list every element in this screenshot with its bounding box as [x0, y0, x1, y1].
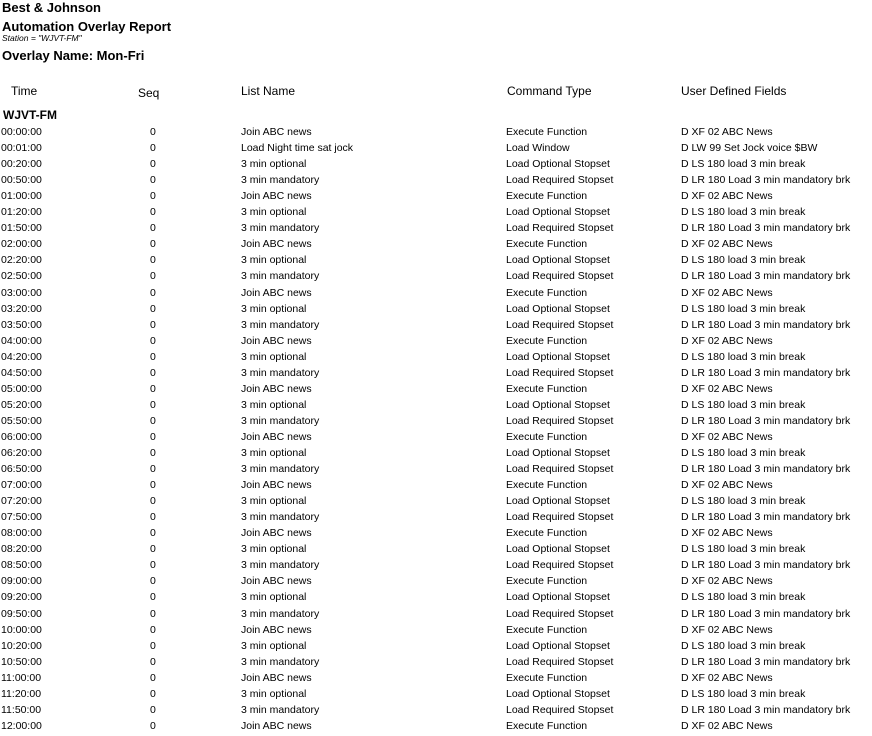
cell-command-type: Load Required Stopset — [506, 607, 614, 620]
cell-seq: 0 — [150, 511, 156, 524]
cell-command-type: Load Required Stopset — [506, 366, 614, 379]
cell-time: 12:00:00 — [1, 719, 42, 732]
cell-time: 11:20:00 — [1, 687, 42, 700]
table-row — [0, 252, 872, 268]
cell-time: 05:50:00 — [1, 414, 42, 427]
cell-command-type: Execute Function — [506, 238, 588, 251]
cell-seq: 0 — [150, 286, 156, 299]
cell-user-defined-fields: D LS 180 load 3 min break — [681, 591, 806, 604]
cell-command-type: Load Required Stopset — [506, 511, 614, 524]
table-row — [0, 124, 872, 140]
cell-user-defined-fields: D LR 180 Load 3 min mandatory brk — [681, 222, 851, 235]
cell-user-defined-fields: D XF 02 ABC News — [681, 286, 773, 299]
column-header-list-name: List Name — [241, 84, 296, 98]
cell-list-name: Join ABC news — [241, 286, 312, 299]
cell-list-name: 3 min optional — [241, 302, 307, 315]
cell-time: 03:00:00 — [1, 286, 42, 299]
cell-user-defined-fields: D XF 02 ABC News — [681, 126, 773, 138]
table-row — [0, 606, 872, 622]
cell-time: 03:20:00 — [1, 302, 42, 315]
cell-seq: 0 — [150, 206, 156, 219]
table-row — [0, 381, 872, 397]
cell-time: 07:20:00 — [1, 495, 42, 508]
table-row — [0, 573, 872, 589]
cell-command-type: Execute Function — [506, 126, 588, 138]
cell-seq: 0 — [150, 190, 156, 203]
cell-user-defined-fields: D XF 02 ABC News — [681, 575, 773, 588]
cell-list-name: 3 min mandatory — [241, 414, 320, 427]
cell-list-name: 3 min mandatory — [241, 463, 320, 476]
table-row — [0, 718, 872, 734]
cell-seq: 0 — [150, 687, 156, 700]
cell-command-type: Execute Function — [506, 671, 588, 684]
cell-seq: 0 — [150, 527, 156, 540]
cell-user-defined-fields: D LR 180 Load 3 min mandatory brk — [681, 366, 851, 379]
cell-seq: 0 — [150, 222, 156, 235]
cell-list-name: 3 min optional — [241, 254, 307, 267]
cell-list-name: 3 min optional — [241, 543, 307, 556]
cell-command-type: Load Optional Stopset — [506, 543, 610, 556]
cell-seq: 0 — [150, 318, 156, 331]
table-row — [0, 172, 872, 188]
table-row — [0, 188, 872, 204]
cell-time: 00:00:00 — [1, 126, 42, 138]
table-row — [0, 654, 872, 670]
table-row — [0, 156, 872, 172]
cell-user-defined-fields: D LS 180 load 3 min break — [681, 254, 806, 267]
table-row — [0, 349, 872, 365]
cell-user-defined-fields: D LS 180 load 3 min break — [681, 687, 806, 700]
cell-command-type: Execute Function — [506, 286, 588, 299]
table-row — [0, 589, 872, 605]
table-row — [0, 285, 872, 301]
cell-list-name: 3 min mandatory — [241, 511, 320, 524]
cell-command-type: Load Optional Stopset — [506, 350, 610, 363]
cell-user-defined-fields: D LR 180 Load 3 min mandatory brk — [681, 414, 851, 427]
cell-time: 06:20:00 — [1, 447, 42, 459]
cell-time: 00:01:00 — [1, 142, 42, 155]
cell-command-type: Load Required Stopset — [506, 559, 614, 572]
cell-list-name: Join ABC news — [241, 238, 312, 251]
cell-list-name: 3 min optional — [241, 591, 307, 604]
cell-time: 04:00:00 — [1, 334, 42, 347]
cell-command-type: Load Optional Stopset — [506, 398, 610, 411]
table-row — [0, 702, 872, 718]
cell-time: 02:00:00 — [1, 238, 42, 251]
cell-user-defined-fields: D LR 180 Load 3 min mandatory brk — [681, 174, 851, 187]
cell-command-type: Execute Function — [506, 334, 588, 347]
cell-seq: 0 — [150, 463, 156, 476]
cell-list-name: 3 min optional — [241, 206, 307, 219]
company-name: Best & Johnson — [2, 0, 101, 15]
cell-user-defined-fields: D LR 180 Load 3 min mandatory brk — [681, 655, 851, 668]
cell-seq: 0 — [150, 607, 156, 620]
cell-seq: 0 — [150, 158, 156, 171]
cell-time: 04:20:00 — [1, 350, 42, 363]
table-row — [0, 365, 872, 381]
cell-seq: 0 — [150, 655, 156, 668]
cell-seq: 0 — [150, 591, 156, 604]
cell-command-type: Load Optional Stopset — [506, 687, 610, 700]
cell-user-defined-fields: D LS 180 load 3 min break — [681, 398, 806, 411]
cell-user-defined-fields: D LR 180 Load 3 min mandatory brk — [681, 318, 851, 331]
cell-user-defined-fields: D LS 180 load 3 min break — [681, 495, 806, 508]
cell-time: 09:20:00 — [1, 591, 42, 604]
cell-command-type: Load Required Stopset — [506, 174, 614, 187]
cell-user-defined-fields: D LS 180 load 3 min break — [681, 543, 806, 556]
cell-time: 02:50:00 — [1, 270, 42, 283]
cell-time: 06:50:00 — [1, 463, 42, 476]
cell-seq: 0 — [150, 623, 156, 636]
cell-list-name: Load Night time sat jock — [241, 142, 354, 155]
cell-user-defined-fields: D LS 180 load 3 min break — [681, 158, 806, 171]
table-row — [0, 333, 872, 349]
cell-seq: 0 — [150, 414, 156, 427]
cell-time: 01:00:00 — [1, 190, 42, 203]
overlay-name: Overlay Name: Mon-Fri — [2, 48, 145, 63]
cell-seq: 0 — [150, 270, 156, 283]
cell-command-type: Execute Function — [506, 623, 588, 636]
cell-list-name: 3 min mandatory — [241, 174, 320, 187]
cell-seq: 0 — [150, 543, 156, 556]
report-title: Automation Overlay Report — [2, 19, 172, 34]
cell-list-name: 3 min mandatory — [241, 366, 320, 379]
cell-list-name: Join ABC news — [241, 719, 312, 732]
table-row — [0, 413, 872, 429]
station-filter: Station = "WJVT-FM" — [2, 33, 82, 43]
cell-list-name: Join ABC news — [241, 382, 312, 395]
cell-command-type: Load Optional Stopset — [506, 302, 610, 315]
column-header-command-type: Command Type — [507, 84, 592, 98]
cell-list-name: 3 min optional — [241, 687, 307, 700]
cell-seq: 0 — [150, 495, 156, 508]
table-row — [0, 429, 872, 445]
cell-time: 09:50:00 — [1, 607, 42, 620]
cell-time: 07:00:00 — [1, 479, 42, 492]
cell-command-type: Load Optional Stopset — [506, 158, 610, 171]
cell-user-defined-fields: D LW 99 Set Jock voice $BW — [681, 142, 818, 155]
cell-command-type: Load Optional Stopset — [506, 639, 610, 652]
cell-list-name: 3 min mandatory — [241, 222, 320, 235]
cell-list-name: Join ABC news — [241, 126, 312, 138]
cell-seq: 0 — [150, 398, 156, 411]
cell-command-type: Load Window — [506, 142, 570, 155]
cell-time: 11:50:00 — [1, 703, 42, 716]
cell-list-name: 3 min optional — [241, 495, 307, 508]
cell-list-name: 3 min mandatory — [241, 318, 320, 331]
table-row — [0, 301, 872, 317]
cell-time: 10:50:00 — [1, 655, 42, 668]
cell-command-type: Load Optional Stopset — [506, 591, 610, 604]
cell-time: 09:00:00 — [1, 575, 42, 588]
column-header-user-defined-fields: User Defined Fields — [681, 84, 787, 98]
cell-seq: 0 — [150, 334, 156, 347]
cell-seq: 0 — [150, 254, 156, 267]
cell-command-type: Execute Function — [506, 382, 588, 395]
cell-seq: 0 — [150, 366, 156, 379]
table-row — [0, 220, 872, 236]
column-header-time: Time — [11, 84, 38, 98]
cell-time: 04:50:00 — [1, 366, 42, 379]
cell-time: 11:00:00 — [1, 671, 42, 684]
cell-time: 10:00:00 — [1, 623, 42, 636]
cell-user-defined-fields: D XF 02 ABC News — [681, 190, 773, 203]
cell-time: 05:00:00 — [1, 382, 42, 395]
cell-command-type: Load Required Stopset — [506, 318, 614, 331]
cell-command-type: Load Optional Stopset — [506, 447, 610, 459]
cell-time: 00:50:00 — [1, 174, 42, 187]
cell-list-name: Join ABC news — [241, 334, 312, 347]
cell-user-defined-fields: D XF 02 ABC News — [681, 479, 773, 492]
cell-list-name: 3 min mandatory — [241, 559, 320, 572]
cell-command-type: Load Optional Stopset — [506, 495, 610, 508]
cell-command-type: Execute Function — [506, 527, 588, 540]
cell-user-defined-fields: D LR 180 Load 3 min mandatory brk — [681, 703, 851, 716]
cell-list-name: Join ABC news — [241, 479, 312, 492]
table-row — [0, 686, 872, 702]
table-row — [0, 670, 872, 686]
cell-list-name: Join ABC news — [241, 527, 312, 540]
cell-list-name: 3 min optional — [241, 447, 307, 459]
cell-time: 10:20:00 — [1, 639, 42, 652]
cell-seq: 0 — [150, 703, 156, 716]
table-row — [0, 622, 872, 638]
cell-user-defined-fields: D XF 02 ABC News — [681, 623, 773, 636]
cell-user-defined-fields: D LR 180 Load 3 min mandatory brk — [681, 607, 851, 620]
cell-list-name: 3 min mandatory — [241, 607, 320, 620]
cell-user-defined-fields: D LS 180 load 3 min break — [681, 206, 806, 219]
cell-time: 08:20:00 — [1, 543, 42, 556]
cell-seq: 0 — [150, 142, 156, 155]
cell-user-defined-fields: D LR 180 Load 3 min mandatory brk — [681, 511, 851, 524]
cell-list-name: 3 min mandatory — [241, 703, 320, 716]
table-row — [0, 477, 872, 493]
cell-user-defined-fields: D XF 02 ABC News — [681, 430, 773, 443]
table-row — [0, 525, 872, 541]
cell-user-defined-fields: D XF 02 ABC News — [681, 382, 773, 395]
cell-user-defined-fields: D XF 02 ABC News — [681, 238, 773, 251]
table-row — [0, 445, 872, 461]
table-row — [0, 397, 872, 413]
cell-list-name: 3 min optional — [241, 350, 307, 363]
cell-user-defined-fields: D LR 180 Load 3 min mandatory brk — [681, 559, 851, 572]
cell-time: 05:20:00 — [1, 398, 42, 411]
cell-user-defined-fields: D XF 02 ABC News — [681, 527, 773, 540]
table-row — [0, 493, 872, 509]
cell-seq: 0 — [150, 719, 156, 732]
cell-command-type: Load Required Stopset — [506, 414, 614, 427]
cell-seq: 0 — [150, 350, 156, 363]
cell-time: 07:50:00 — [1, 511, 42, 524]
cell-user-defined-fields: D LS 180 load 3 min break — [681, 302, 806, 315]
cell-user-defined-fields: D XF 02 ABC News — [681, 334, 773, 347]
cell-command-type: Execute Function — [506, 479, 588, 492]
cell-list-name: Join ABC news — [241, 575, 312, 588]
column-header-seq: Seq — [138, 86, 160, 100]
cell-list-name: 3 min optional — [241, 158, 307, 171]
cell-seq: 0 — [150, 671, 156, 684]
cell-list-name: Join ABC news — [241, 190, 312, 203]
station-group-header: WJVT-FM — [3, 108, 57, 122]
table-row — [0, 204, 872, 220]
cell-user-defined-fields: D XF 02 ABC News — [681, 671, 773, 684]
cell-command-type: Execute Function — [506, 430, 588, 443]
cell-time: 01:50:00 — [1, 222, 42, 235]
cell-command-type: Load Optional Stopset — [506, 206, 610, 219]
cell-command-type: Execute Function — [506, 190, 588, 203]
cell-user-defined-fields: D LR 180 Load 3 min mandatory brk — [681, 270, 851, 283]
cell-list-name: 3 min mandatory — [241, 270, 320, 283]
cell-time: 06:00:00 — [1, 430, 42, 443]
cell-command-type: Execute Function — [506, 575, 588, 588]
cell-list-name: 3 min optional — [241, 639, 307, 652]
cell-time: 02:20:00 — [1, 254, 42, 267]
cell-seq: 0 — [150, 126, 156, 138]
table-row — [0, 317, 872, 333]
cell-seq: 0 — [150, 639, 156, 652]
table-row — [0, 140, 872, 156]
cell-list-name: 3 min mandatory — [241, 655, 320, 668]
cell-seq: 0 — [150, 447, 156, 459]
cell-command-type: Load Required Stopset — [506, 270, 614, 283]
cell-seq: 0 — [150, 575, 156, 588]
cell-seq: 0 — [150, 559, 156, 572]
cell-user-defined-fields: D LS 180 load 3 min break — [681, 350, 806, 363]
cell-time: 08:00:00 — [1, 527, 42, 540]
cell-list-name: Join ABC news — [241, 623, 312, 636]
cell-command-type: Load Required Stopset — [506, 655, 614, 668]
cell-seq: 0 — [150, 382, 156, 395]
cell-command-type: Load Required Stopset — [506, 703, 614, 716]
cell-time: 00:20:00 — [1, 158, 42, 171]
cell-seq: 0 — [150, 302, 156, 315]
cell-time: 08:50:00 — [1, 559, 42, 572]
table-row — [0, 509, 872, 525]
cell-command-type: Load Required Stopset — [506, 222, 614, 235]
cell-list-name: Join ABC news — [241, 671, 312, 684]
cell-user-defined-fields: D XF 02 ABC News — [681, 719, 773, 732]
cell-list-name: 3 min optional — [241, 398, 307, 411]
table-row — [0, 461, 872, 477]
table-row — [0, 541, 872, 557]
cell-command-type: Load Optional Stopset — [506, 254, 610, 267]
table-row — [0, 236, 872, 252]
cell-time: 03:50:00 — [1, 318, 42, 331]
cell-user-defined-fields: D LS 180 load 3 min break — [681, 639, 806, 652]
cell-seq: 0 — [150, 238, 156, 251]
cell-time: 01:20:00 — [1, 206, 42, 219]
cell-seq: 0 — [150, 479, 156, 492]
cell-list-name: Join ABC news — [241, 430, 312, 443]
cell-command-type: Load Required Stopset — [506, 463, 614, 476]
cell-seq: 0 — [150, 174, 156, 187]
table-row — [0, 638, 872, 654]
table-row — [0, 557, 872, 573]
cell-user-defined-fields: D LR 180 Load 3 min mandatory brk — [681, 463, 851, 476]
cell-user-defined-fields: D LS 180 load 3 min break — [681, 447, 806, 459]
table-row — [0, 268, 872, 284]
cell-seq: 0 — [150, 430, 156, 443]
cell-command-type: Execute Function — [506, 719, 588, 732]
